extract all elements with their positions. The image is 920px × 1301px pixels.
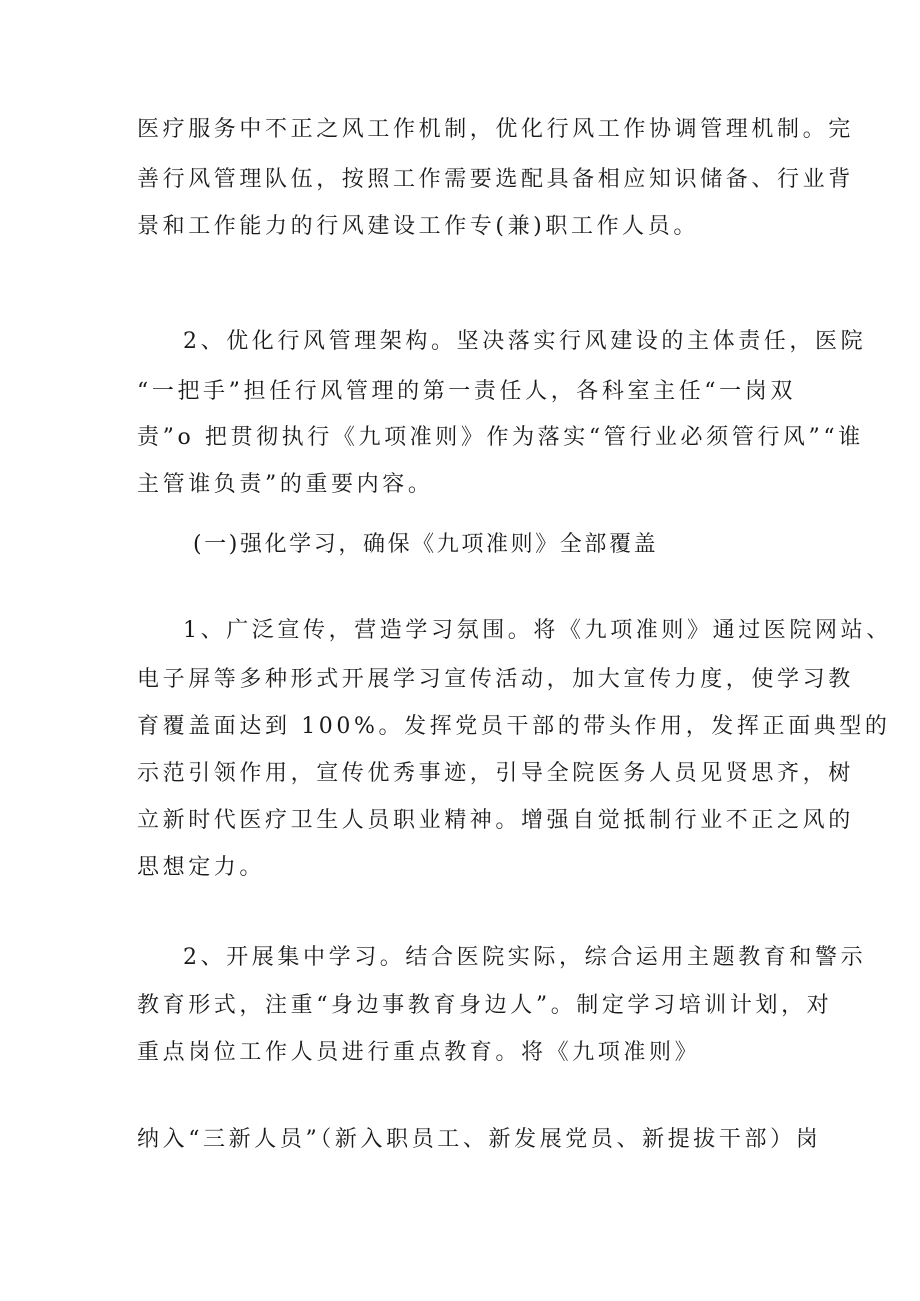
paragraph-line: 主管谁负责”的重要内容。 bbox=[137, 472, 434, 497]
section-heading: (一)强化学习，确保《九项准则》全部覆盖 bbox=[193, 532, 659, 557]
paragraph-line: 立新时代医疗卫生人员职业精神。增强自觉抵制行业不正之风的 bbox=[137, 808, 854, 833]
paragraph-line: 重点岗位工作人员进行重点教育。将《九项准则》 bbox=[137, 1040, 701, 1065]
paragraph-line: 育覆盖面达到 100%。发挥党员干部的带头作用，发挥正面典型的 bbox=[137, 714, 891, 739]
paragraph-line: 示范引领作用，宣传优秀事迹，引导全院医务人员见贤思齐，树 bbox=[137, 761, 854, 786]
paragraph-line: 景和工作能力的行风建设工作专(兼)职工作人员。 bbox=[137, 214, 699, 239]
paragraph-line: 1、广泛宣传，营造学习氛围。将《九项准则》通过医院网站、 bbox=[183, 618, 892, 643]
paragraph-line: 纳入“三新人员”（新入职员工、新发展党员、新提拔干部）岗 bbox=[137, 1127, 822, 1152]
paragraph-line: 电子屏等多种形式开展学习宣传活动，加大宣传力度，使学习教 bbox=[137, 667, 854, 692]
paragraph-line: “一把手”担任行风管理的第一责任人，各科室主任“一岗双 bbox=[137, 379, 796, 404]
paragraph-line: 思想定力。 bbox=[137, 855, 266, 880]
paragraph-line: 2、优化行风管理架构。坚决落实行风建设的主体责任，医院 bbox=[183, 329, 867, 354]
paragraph-line: 医疗服务中不正之风工作机制，优化行风工作协调管理机制。完 bbox=[137, 117, 854, 142]
paragraph-line: 2、开展集中学习。结合医院实际，综合运用主题教育和警示 bbox=[183, 945, 867, 970]
paragraph-line: 责”o 把贯彻执行《九项准则》作为落实“管行业必须管行风”“谁 bbox=[137, 425, 864, 450]
paragraph-line: 善行风管理队伍，按照工作需要选配具备相应知识储备、行业背 bbox=[137, 167, 854, 192]
paragraph-line: 教育形式，注重“身边事教育身边人”。制定学习培训计划，对 bbox=[137, 993, 833, 1018]
